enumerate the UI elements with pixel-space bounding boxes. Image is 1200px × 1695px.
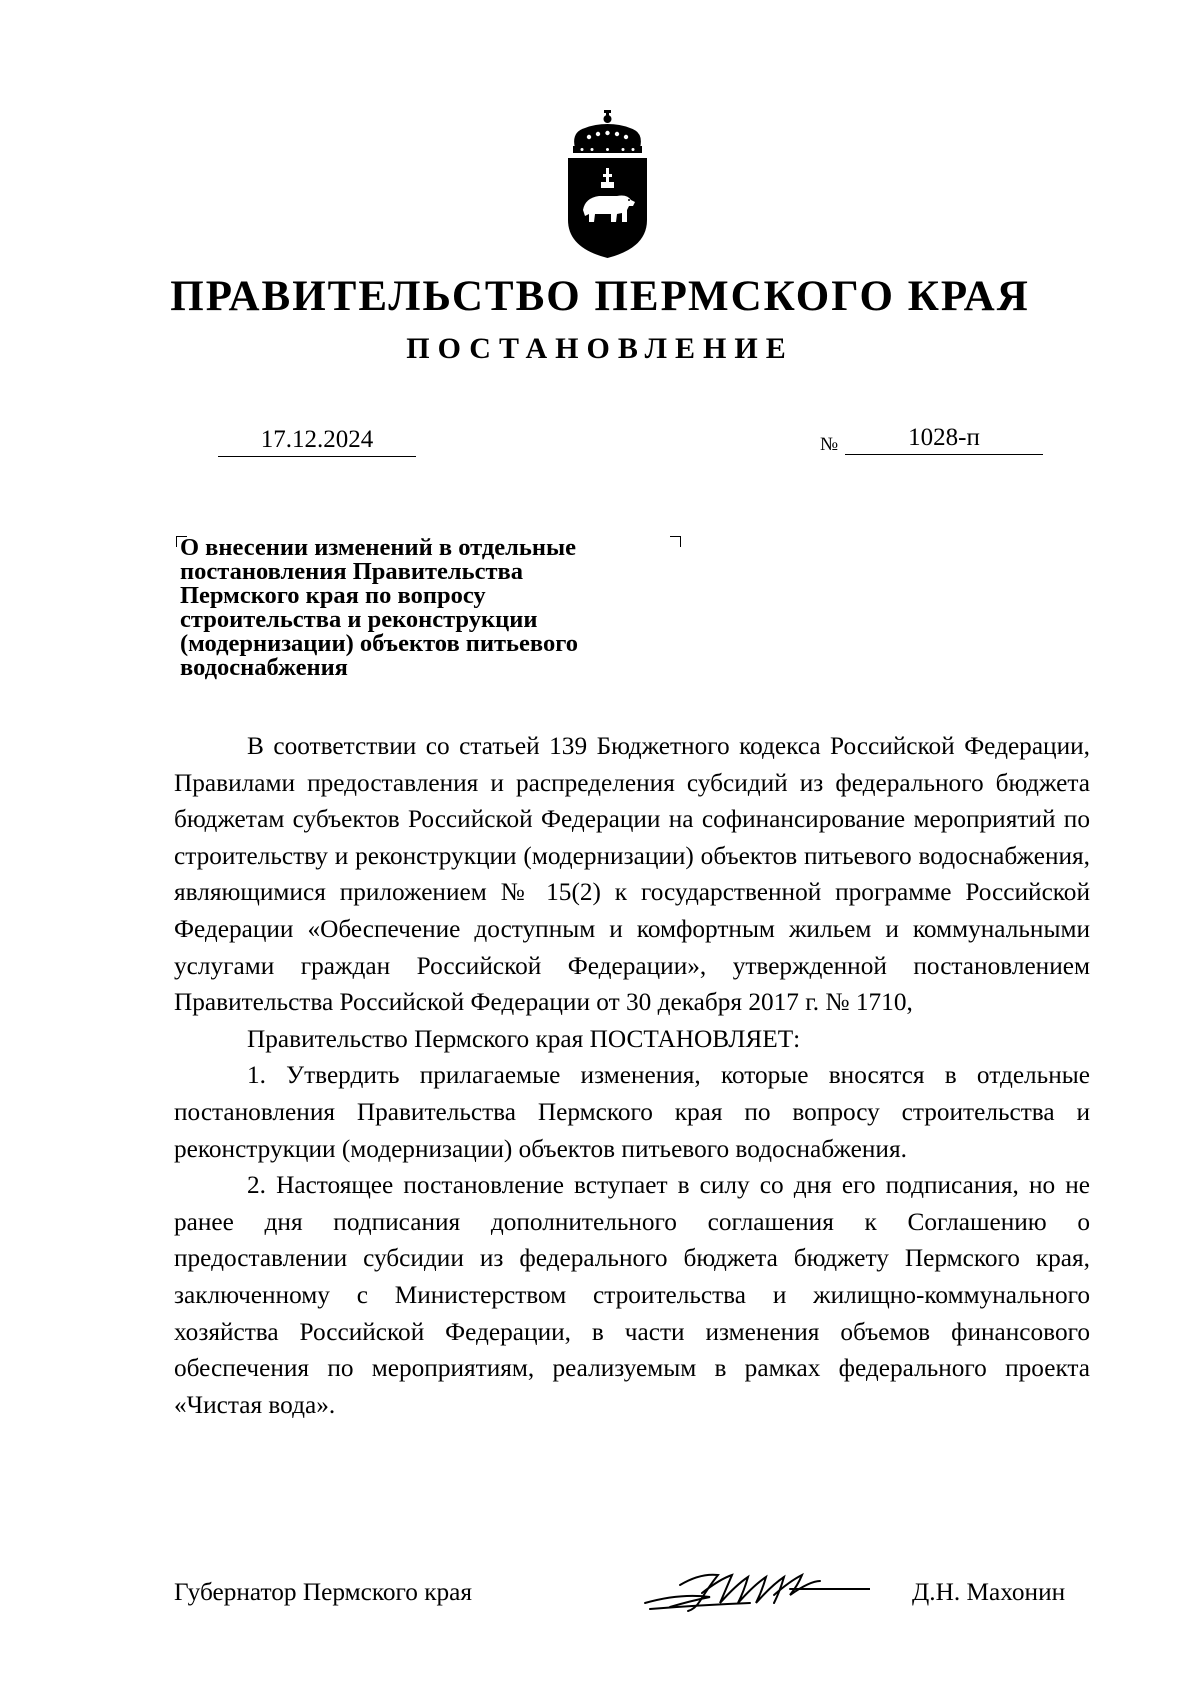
- subject-line: (модернизации) объектов питьевого: [180, 630, 578, 657]
- document-type: ПОСТАНОВЛЕНИЕ: [406, 332, 794, 365]
- subject-line: Пермского края по вопросу: [180, 582, 486, 609]
- document-date: 17.12.2024: [218, 426, 416, 457]
- document-subject: [180, 536, 680, 680]
- subject-line: постановления Правительства: [180, 558, 523, 585]
- body-paragraph: 2. Настоящее постановление вступает в силу со дня его подписания, но не ранее дня подписания дополнительного соглашения к Соглашению о предоставлении субсидии из федерального бюджета бюджету Пермского края, заключенному с Министерством строительства и жилищно-коммунального хозяйства Российской Федерации, в части изменения объемов финансового обеспечения по мероприятиям, реализуемым в рамках федерального проекта «Чистая вода».: [174, 1171, 1090, 1419]
- document-number: 1028-п: [845, 424, 1043, 455]
- handwritten-signature-icon: [640, 1545, 870, 1625]
- coat-of-arms-icon: [565, 110, 650, 260]
- document-number-label: №: [820, 434, 839, 455]
- government-title: ПРАВИТЕЛЬСТВО ПЕРМСКОГО КРАЯ: [170, 273, 1030, 320]
- body-paragraph: Правительство Пермского края ПОСТАНОВЛЯЕТ:: [247, 1024, 801, 1053]
- subject-line: строительства и реконструкции: [180, 606, 538, 633]
- body-paragraph: 1. Утвердить прилагаемые изменения, которые вносятся в отдельные постановления Правительства Пермского края по вопросу строительства и реконструкции (модернизации) объектов питьевого водоснабжения.: [174, 1061, 1090, 1163]
- subject-line: О внесении изменений в отдельные: [180, 534, 576, 561]
- signatory-position: Губернатор Пермского края: [174, 1578, 473, 1606]
- document-body: [174, 728, 1090, 1423]
- body-paragraph: В соответствии со статьей 139 Бюджетного кодекса Российской Федерации, Правилами предоставления и распределения субсидий из федерального бюджета бюджетам субъектов Российской Федерации на софинансирование мероприятий по строительству и реконструкции (модернизации) объектов питьевого водоснабжения, являющимися приложением № 15(2) к государственной программе Российской Федерации «Обеспечение доступным и комфортным жильем и коммунальными услугами граждан Российской Федерации», утвержденной постановлением Правительства Российской Федерации от 30 декабря 2017 г. № 1710,: [174, 732, 1090, 1017]
- subject-line: водоснабжения: [180, 654, 348, 681]
- signatory-name: Д.Н. Махонин: [912, 1578, 1066, 1606]
